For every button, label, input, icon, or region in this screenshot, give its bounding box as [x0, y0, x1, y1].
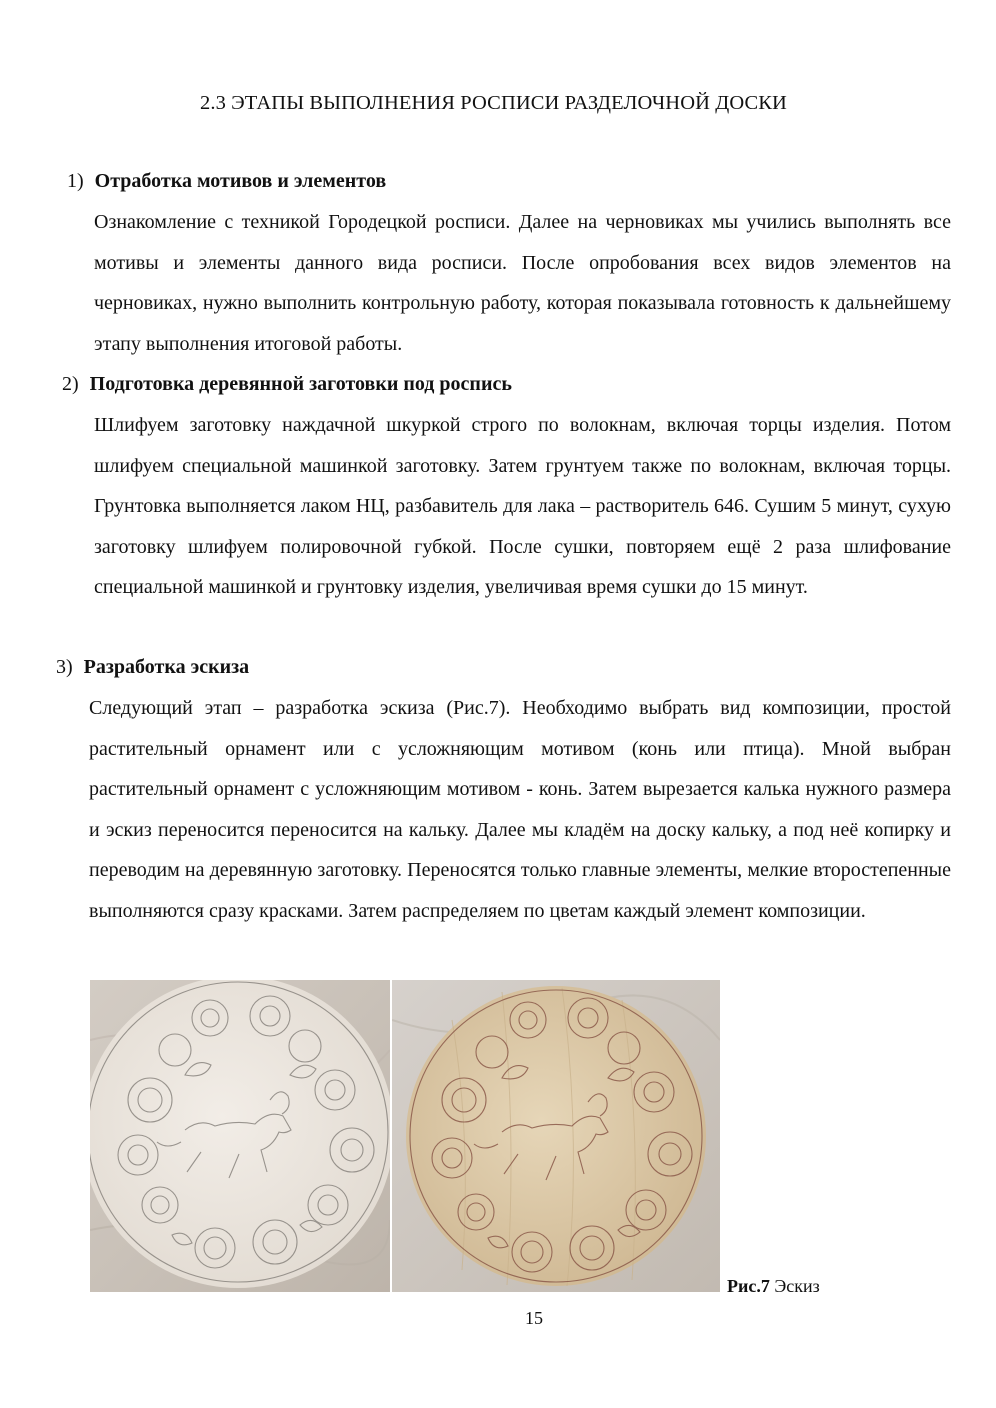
item-2-heading: Подготовка деревянной заготовки под роспись — [89, 373, 512, 395]
section-heading: 2.3 ЭТАПЫ ВЫПОЛНЕНИЯ РОСПИСИ РАЗДЕЛОЧНОЙ ДОСКИ — [200, 92, 787, 114]
photo-sketch-tracing-paper — [90, 980, 390, 1292]
item-3-paragraph: Следующий этап – разработка эскиза (Рис.7). Необходимо выбрать вид композиции, простой растительный орнамент или с усложняющим мотивом (конь или птица). Мной выбран растительный орнамент с усложняющим мотивом - конь. Затем вырезается калька нужного размера и эскиз переносится переносится на кальку. Далее мы кладём на доску кальку, а под неё копирку и переводим на деревянную заготовку. Переносятся только главные элементы, мелкие второстепенные выполняются сразу красками. Затем распределяем по цветам каждый элемент композиции. — [89, 697, 951, 922]
item-3-number: 3) — [56, 656, 73, 678]
item-2-title — [62, 373, 512, 396]
figure-caption — [727, 1276, 820, 1297]
page-number: 15 — [525, 1308, 543, 1328]
item-3-heading: Разработка эскиза — [83, 656, 250, 678]
item-1-heading: Отработка мотивов и элементов — [94, 170, 387, 192]
item-2-number: 2) — [62, 373, 79, 395]
item-3-title — [56, 656, 249, 679]
photo-sketch-wooden-board — [392, 980, 720, 1292]
item-2-paragraph: Шлифуем заготовку наждачной шкуркой строго по волокнам, включая торцы изделия. Потом шлифуем специальной машинкой заготовку. Затем грунтуем также по волокнам, включая торцы. Грунтовка выполняется лаком НЦ, разбавитель для лака – растворитель 646. Сушим 5 минут, сухую заготовку шлифуем полировочной губкой. После сушки, повторяем ещё 2 раза шлифование специальной машинкой и грунтовку изделия, увеличивая время сушки до 15 минут. — [94, 414, 951, 598]
item-1-number: 1) — [67, 170, 84, 192]
item-1-paragraph: Ознакомление с техникой Городецкой росписи. Далее на черновиках мы учились выполнять все мотивы и элементы данного вида росписи. После опробования всех видов элементов на черновиках, нужно выполнить контрольную работу, которая показывала готовность к дальнейшему этапу выполнения итоговой работы. — [94, 211, 951, 355]
item-1-title — [67, 170, 386, 193]
figure-caption-label: Рис.7 — [727, 1276, 770, 1296]
figure-caption-text: Эскиз — [769, 1276, 820, 1296]
